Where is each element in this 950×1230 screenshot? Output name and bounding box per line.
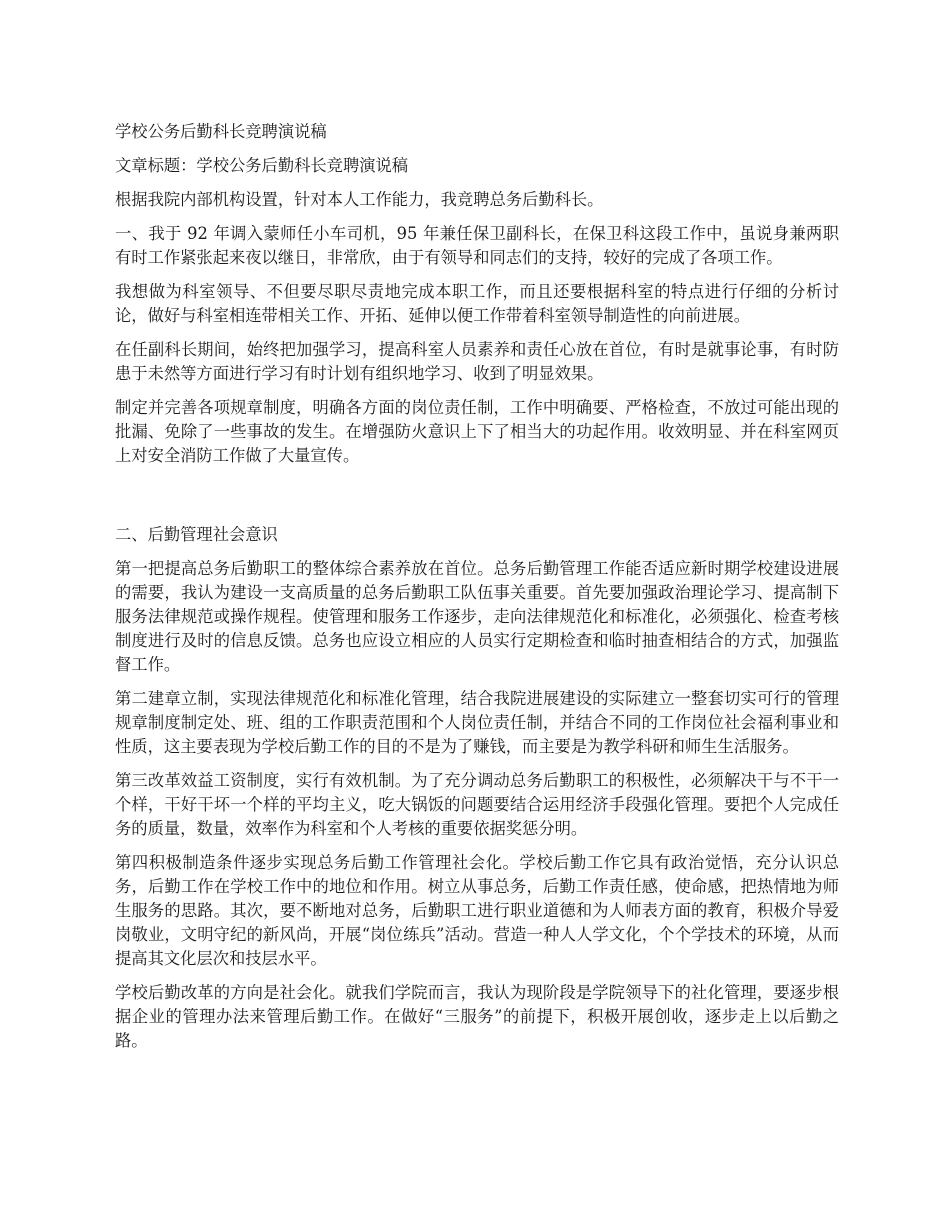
paragraph-point-one: 第一把提高总务后勤职工的整体综合素养放在首位。总务后勤管理工作能否适应新时期学校建设进展的需要，我认为建设一支高质量的总务后勤职工队伍事关重要。首先要加强政治理论学习、提高制下服务法律规范或操作规程。使管理和服务工作逐步，走向法律规范化和标准化，必须强化、检查考核制度进行及时的信息反馈。总务也应设立相应的人员实行定期检查和临时抽查相结合的方式，加强监督工作。: [115, 559, 839, 674]
paragraph-point-two: 第二建章立制，实现法律规范化和标准化管理，结合我院进展建设的实际建立一整套切实可行的管理规章制度制定处、班、组的工作职责范围和个人岗位责任制，并结合不同的工作岗位社会福利事业和性质，这主要表现为学校后勤工作的目的不是为了赚钱，而主要是为教学科研和师生生活服务。: [115, 689, 839, 756]
section-heading: 二、后勤管理社会意识: [115, 525, 278, 544]
paragraph-point-four: 第四积极制造条件逐步实现总务后勤工作管理社会化。学校后勤工作它具有政治觉悟，充分认识总务，后勤工作在学校工作中的地位和作用。树立从事总务，后勤工作责任感，使命感，把热情地为师生服务的思路。其次，要不断地对总务，后勤职工进行职业道德和为人师表方面的教育，积极介导爱岗敬业，文明守纪的新风尚，开展“岗位练兵”活动。营造一种人人学文化，个个学技术的环境，从而提高其文化层次和技层水平。: [115, 853, 839, 968]
article-title-line: 文章标题：学校公务后勤科长竞聘演说稿: [115, 156, 409, 175]
document-title: 学校公务后勤科长竞聘演说稿: [115, 122, 327, 141]
paragraph-study-focus: 在任副科长期间，始终把加强学习，提高科室人员素养和责任心放在首位，有时是就事论事，有时防患于未然等方面进行学习有时计划有组织地学习、收到了明显效果。: [115, 340, 839, 383]
paragraph-rules-system: 制定并完善各项规章制度，明确各方面的岗位责任制，工作中明确要、严格检查，不放过可能出现的批漏、免除了一些事故的发生。在增强防火意识上下了相当大的功起作用。收效明显、并在科室网页上对安全消防工作做了大量宣传。: [115, 398, 839, 465]
paragraph-reform-direction: 学校后勤改革的方向是社会化。就我们学院而言，我认为现阶段是学院领导下的社化管理，要逐步根据企业的管理办法来管理后勤工作。在做好“三服务”的前提下，积极开展创收，逐步走上以后勤之路。: [115, 983, 839, 1050]
paragraph-leadership-view: 我想做为科室领导、不但要尽职尽责地完成本职工作，而且还要根据科室的特点进行仔细的分析讨论，做好与科室相连带相关工作、开拓、延伸以便工作带着科室领导制造性的向前进展。: [115, 282, 839, 325]
paragraph-section1-experience: 一、我于 92 年调入蒙师任小车司机，95 年兼任保卫副科长，在保卫科这段工作中，虽说身兼两职有时工作紧张起来夜以继日，非常欣，由于有领导和同志们的支持，较好的完成了各项工作。: [115, 224, 839, 267]
paragraph-intro: 根据我院内部机构设置，针对本人工作能力，我竞聘总务后勤科长。: [115, 190, 604, 209]
paragraph-point-three: 第三改革效益工资制度，实行有效机制。为了充分调动总务后勤职工的积极性，必须解决干与不干一个样，干好干坏一个样的平均主义，吃大锅饭的问题要结合运用经济手段强化管理。要把个人完成任务的质量，数量，效率作为科室和个人考核的重要依据奖惩分明。: [115, 771, 839, 838]
document-page: [115, 120, 839, 1063]
